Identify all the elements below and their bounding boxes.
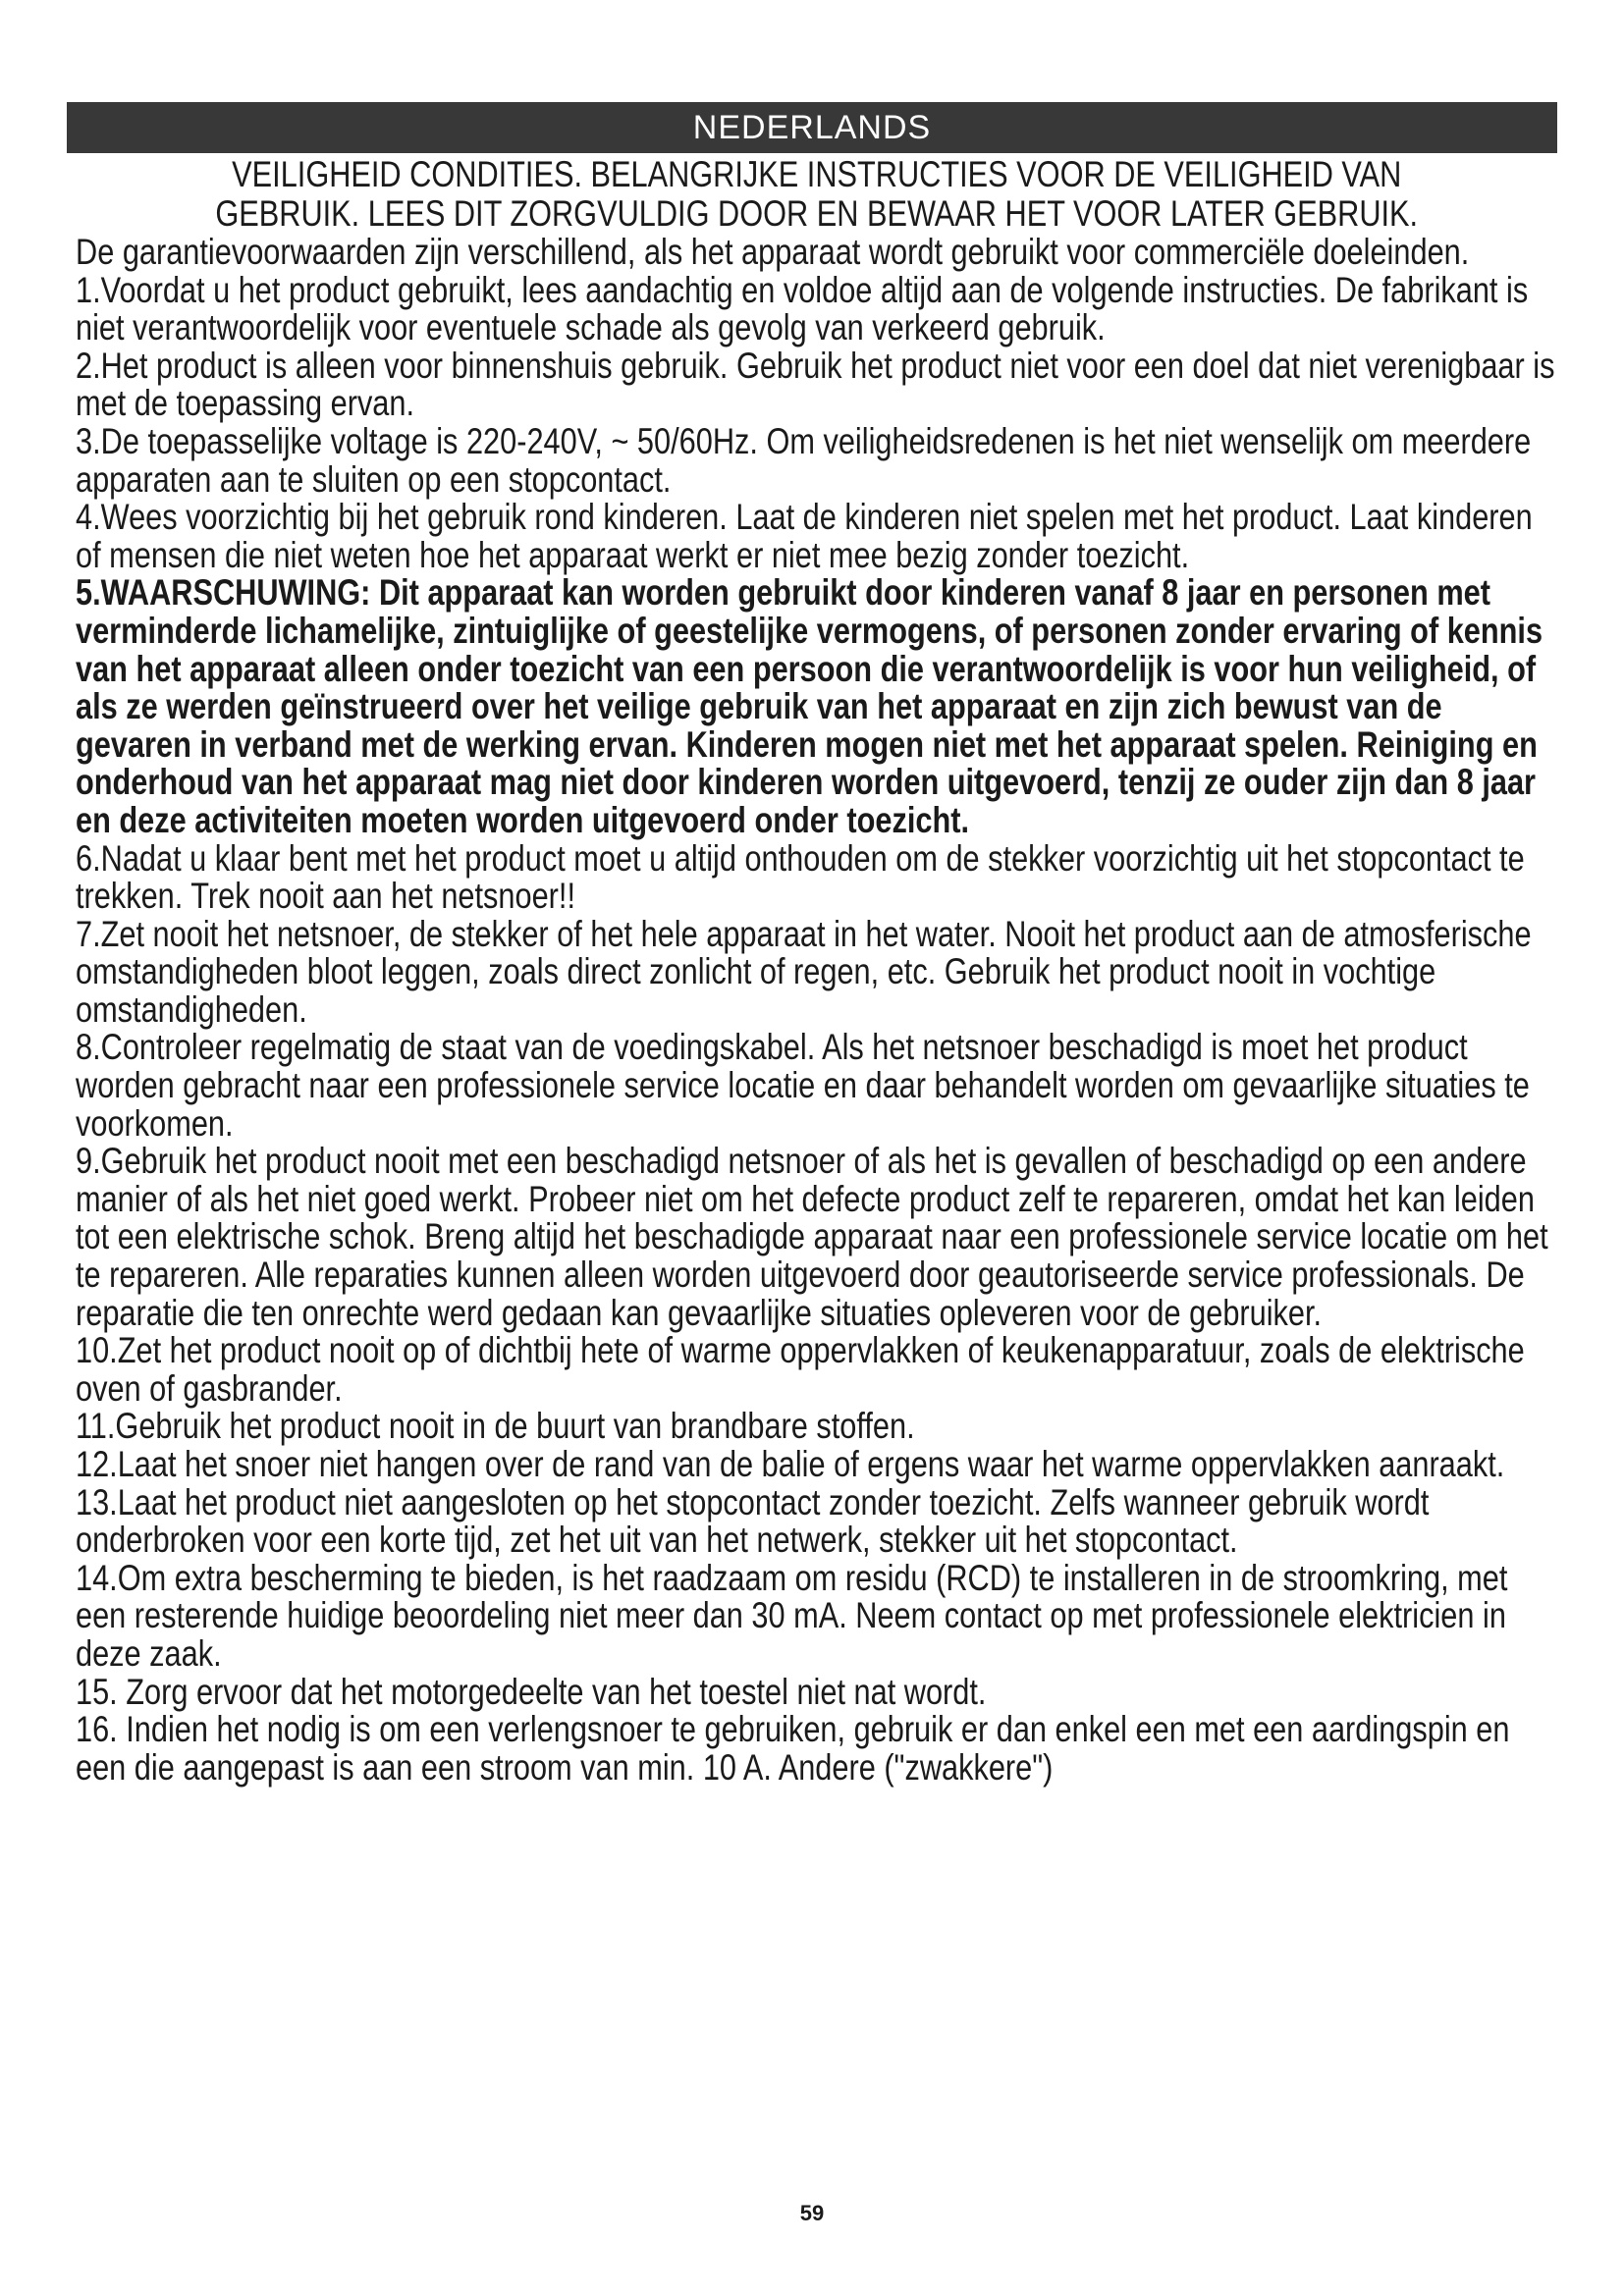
instruction-item-14: 14.Om extra bescherming te bieden, is het raadzaam om residu (RCD) te installeren in de stroomkring, met een resterende huidige beoordeling niet meer dan 30 mA. Neem contact op met professionele elektricien in deze zaak. [76, 1557, 1508, 1674]
instruction-item-1: 1.Voordat u het product gebruikt, lees aandachtig en voldoe altijd aan de volgende instructies. De fabrikant is niet verantwoordelijk voor eventuele schade als gevolg van verkeerd gebruik. [76, 269, 1529, 348]
instruction-item-13: 13.Laat het product niet aangesloten op het stopcontact zonder toezicht. Zelfs wanneer gebruik wordt onderbroken voor een korte tijd, zet het uit van het netwerk, stekker uit het stopcontact. [76, 1481, 1430, 1561]
instruction-item-12: 12.Laat het snoer niet hangen over de rand van de balie of ergens waar het warme oppervlakken aanraakt. [76, 1444, 1505, 1484]
language-header-bar [67, 102, 1557, 153]
instruction-item-15: 15. Zorg ervoor dat het motorgedeelte van het toestel niet nat wordt. [76, 1671, 987, 1712]
instruction-item-10: 10.Zet het product nooit op of dichtbij hete of warme oppervlakken of keukenapparatuur, zoals de elektrische oven of gasbrander. [76, 1330, 1525, 1409]
instruction-item-11: 11.Gebruik het product nooit in de buurt van brandbare stoffen. [76, 1406, 915, 1447]
warranty-intro: De garantievoorwaarden zijn verschillend, als het apparaat wordt gebruikt voor commerciële doeleinden. [76, 232, 1470, 272]
page-number: 59 [799, 2201, 825, 2225]
safety-instructions [76, 155, 1557, 1787]
instruction-item-5-warning: 5.WAARSCHUWING: Dit apparaat kan worden gebruikt door kinderen vanaf 8 jaar en personen met verminderde lichamelijke, zintuiglijke of geestelijke vermogens, of personen zonder ervaring of kennis van het apparaat alleen onder toezicht van een persoon die verantwoordelijk is voor hun veiligheid, of als ze werden geïnstrueerd over het veilige gebruik van het apparaat en zijn zich bewust van de gevaren in verband met de werking ervan. Kinderen mogen niet met het apparaat spelen. Reiniging en onderhoud van het apparaat mag niet door kinderen worden uitgevoerd, tenzij ze ouder zijn dan 8 jaar en deze activiteiten moeten worden uitgevoerd onder toezicht. [76, 572, 1543, 840]
safety-heading-line-2: GEBRUIK. LEES DIT ZORGVULDIG DOOR EN BEWAAR HET VOOR LATER GEBRUIK. [215, 193, 1419, 234]
language-label: NEDERLANDS [692, 108, 932, 146]
instruction-item-16: 16. Indien het nodig is om een verlengsnoer te gebruiken, gebruik er dan enkel een met een aardingspin en een die aangepast is aan een stroom van min. 10 A. Andere ("zwakkere") [76, 1709, 1510, 1788]
instruction-item-7: 7.Zet nooit het netsnoer, de stekker of het hele apparaat in het water. Nooit het product aan de atmosferische omstandigheden bloot leggen, zoals direct zonlicht of regen, etc. Gebruik het product nooit in vochtige omstandigheden. [76, 913, 1532, 1030]
instruction-item-8: 8.Controleer regelmatig de staat van de voedingskabel. Als het netsnoer beschadigd is moet het product worden gebracht naar een professionele service locatie en daar behandelt worden om gevaarlijke situaties te voorkomen. [76, 1027, 1530, 1144]
safety-heading-line-1: VEILIGHEID CONDITIES. BELANGRIJKE INSTRUCTIES VOOR DE VEILIGHEID VAN [232, 154, 1402, 194]
instruction-item-3: 3.De toepasselijke voltage is 220-240V, ~ 50/60Hz. Om veiligheidsredenen is het niet wenselijk om meerdere apparaten aan te sluiten op een stopcontact. [76, 420, 1532, 500]
instruction-item-4: 4.Wees voorzichtig bij het gebruik rond kinderen. Laat de kinderen niet spelen met het product. Laat kinderen of mensen die niet weten hoe het apparaat werkt er niet mee bezig zonder toezicht. [76, 497, 1533, 575]
instruction-item-2: 2.Het product is alleen voor binnenshuis gebruik. Gebruik het product niet voor een doel dat niet verenigbaar is met de toepassing ervan. [76, 345, 1555, 424]
instruction-item-6: 6.Nadat u klaar bent met het product moet u altijd onthouden om de stekker voorzichtig uit het stopcontact te trekken. Trek nooit aan het netsnoer!! [76, 837, 1525, 917]
instruction-item-9: 9.Gebruik het product nooit met een beschadigd netsnoer of als het is gevallen of beschadigd op een andere manier of als het niet goed werkt. Probeer niet om het defecte product zelf te repareren, omdat het kan leiden tot een elektrische schok. Breng altijd het beschadigde apparaat naar een professionele service locatie om het te repareren. Alle reparaties kunnen alleen worden uitgevoerd door geautoriseerde service professionals. De reparatie die ten onrechte werd gedaan kan gevaarlijke situaties opleveren voor de gebruiker. [76, 1141, 1548, 1333]
